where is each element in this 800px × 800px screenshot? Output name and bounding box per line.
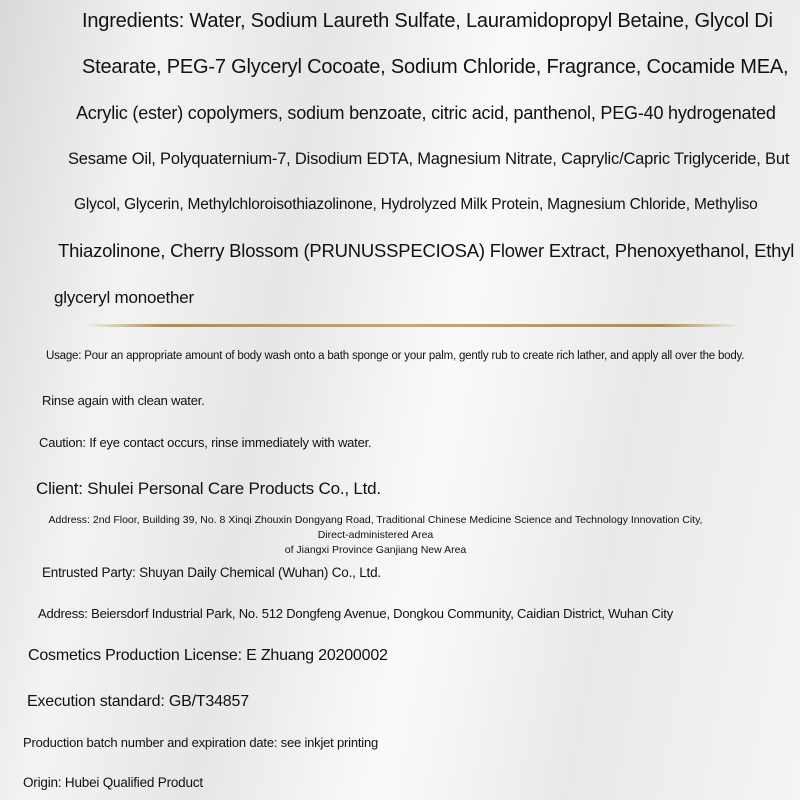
client-name: Client: Shulei Personal Care Products Co., Ltd. <box>36 479 381 498</box>
client-address-line-1: Address: 2nd Floor, Building 39, No. 8 Xinqi Zhouxin Dongyang Road, Traditional Chinese Medicine Science and Technology Innovation City, Direct-administered Area <box>48 514 703 541</box>
entrusted-address: Address: Beiersdorf Industrial Park, No. 512 Dongfeng Avenue, Dongkou Community, Caidian District, Wuhan City <box>38 606 674 621</box>
usage-text: Usage: Pour an appropriate amount of body wash onto a bath sponge or your palm, gently rub to create rich lather, and apply all over the body. <box>46 350 745 362</box>
ingredients-line-3: Acrylic (ester) copolymers, sodium benzoate, citric acid, panthenol, PEG-40 hydrogenated <box>76 103 776 123</box>
ingredients-line-5: Glycol, Glycerin, Methylchloroisothiazolinone, Hydrolyzed Milk Protein, Magnesium Chloride, Methyliso <box>74 196 758 213</box>
entrusted-party: Entrusted Party: Shuyan Daily Chemical (Wuhan) Co., Ltd. <box>42 565 381 580</box>
ingredients-line-4: Sesame Oil, Polyquaternium-7, Disodium EDTA, Magnesium Nitrate, Caprylic/Capric Triglyceride, But <box>68 150 790 168</box>
execution-standard: Execution standard: GB/T34857 <box>27 693 249 710</box>
origin-text: Origin: Hubei Qualified Product <box>23 775 203 790</box>
ingredients-line-1: Ingredients: Water, Sodium Laureth Sulfate, Lauramidopropyl Betaine, Glycol Di <box>82 10 773 32</box>
ingredients-line-6: Thiazolinone, Cherry Blossom (PRUNUSSPECIOSA) Flower Extract, Phenoxyethanol, Ethyl <box>58 240 795 261</box>
usage-rinse-text: Rinse again with clean water. <box>42 393 205 408</box>
batch-info: Production batch number and expiration date: see inkjet printing <box>23 735 379 750</box>
caution-text: Caution: If eye contact occurs, rinse immediately with water. <box>39 435 372 450</box>
ingredients-line-2: Stearate, PEG-7 Glyceryl Cocoate, Sodium Chloride, Fragrance, Cocamide MEA, <box>82 56 789 78</box>
production-license: Cosmetics Production License: E Zhuang 20200002 <box>28 647 388 664</box>
ingredients-line-7: glyceryl monoether <box>54 288 195 307</box>
client-address <box>38 513 713 558</box>
client-address-line-2: of Jiangxi Province Ganjiang New Area <box>284 544 467 556</box>
gold-divider <box>85 324 740 327</box>
